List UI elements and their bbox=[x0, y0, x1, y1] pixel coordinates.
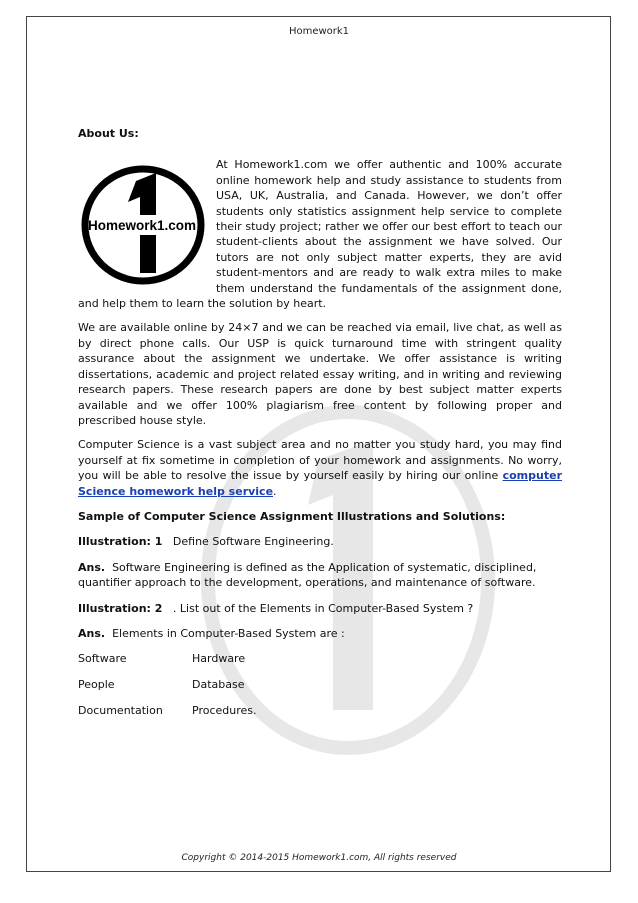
logo-brand-text: Homework1.com bbox=[87, 218, 197, 234]
about-paragraph-3 bbox=[78, 437, 562, 499]
answer-2 bbox=[78, 626, 562, 641]
answer-1 bbox=[78, 560, 562, 591]
element-cell: Documentation bbox=[78, 704, 163, 718]
illustration-2-label: Illustration: 2 bbox=[78, 601, 163, 615]
homework1-logo bbox=[78, 163, 208, 288]
samples-heading: Sample of Computer Science Assignment Illustrations and Solutions: bbox=[78, 509, 506, 523]
table-row bbox=[78, 651, 257, 677]
paragraph-3-end: . bbox=[273, 484, 277, 498]
page-header-title: Homework1 bbox=[288, 26, 350, 37]
element-cell: Software bbox=[78, 652, 127, 666]
about-paragraph-2: We are available online by 24×7 and we can be reached via email, live chat, as well as by direct phone calls. Our USP is quick turnaround time with stringent quality assurance about the assignment we undertake. We offer assistance is writing dissertations, academic and project related essay writing, and in writing and reviewing research papers. These research papers are done by best subject matter experts available and we offer 100% plagiarism free content by following proper and prescribed house style. bbox=[78, 321, 562, 427]
illustration-2 bbox=[78, 601, 562, 616]
paragraph-3-text: Computer Science is a vast subject area and no matter you study hard, you may find yourself at fix sometime in completion of your homework and assignments. No worry, you will be able to resolve the issue by yourself easily by hiring our online bbox=[78, 438, 562, 483]
computer-science-help-link[interactable]: computer Science homework help service bbox=[78, 469, 562, 498]
illustration-1-text: Define Software Engineering. bbox=[172, 535, 334, 549]
table-row bbox=[78, 677, 257, 703]
illustration-2-text: . List out of the Elements in Computer-Based System ? bbox=[172, 601, 474, 615]
element-cell: Hardware bbox=[192, 652, 246, 666]
about-paragraph-1: At Homework1.com we offer authentic and 100% accurate online homework help and study assistance to students from USA, UK, Australia, and Canada. However, we don’t offer students only statistics assignment help service to complete their study project; rather we offer our best effort to teach our student-clients about the assignment we have solved. Our tutors are not only subject matter experts, they are avid student-mentors and are ready to walk extra miles to make them understand the fundamentals of the assignment done, and help them to learn the solution by heart. bbox=[78, 158, 562, 311]
answer-1-text: Software Engineering is defined as the Application of systematic, disciplined, quantifier approach to the development, operations, and maintenance of software. bbox=[78, 560, 537, 590]
answer-2-text: Elements in Computer-Based System are : bbox=[112, 626, 345, 640]
table-row bbox=[78, 703, 257, 729]
illustration-1 bbox=[78, 534, 562, 549]
answer-1-label: Ans. bbox=[78, 560, 106, 574]
element-cell: Database bbox=[192, 678, 245, 692]
main-content bbox=[78, 126, 562, 729]
page-footer-copyright: Copyright © 2014-2015 Homework1.com, All rights reserved bbox=[181, 853, 457, 863]
element-cell: People bbox=[78, 678, 115, 692]
elements-table bbox=[78, 651, 257, 729]
element-cell: Procedures. bbox=[192, 704, 257, 718]
answer-2-label: Ans. bbox=[78, 626, 106, 640]
illustration-1-label: Illustration: 1 bbox=[78, 535, 163, 549]
about-heading: About Us: bbox=[78, 127, 139, 140]
